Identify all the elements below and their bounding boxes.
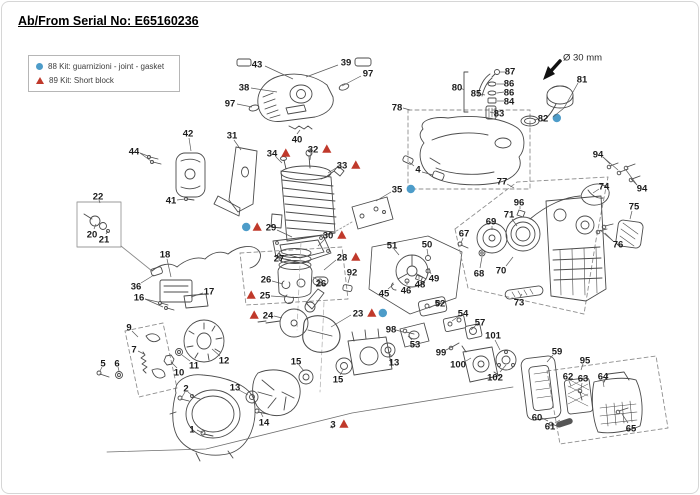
svg-text:21: 21 [98,234,110,246]
svg-text:99: 99 [435,347,447,359]
part-label-87 [500,66,515,77]
part-label-11 [182,355,200,371]
air-filter-group [520,355,668,444]
part-label-38 [239,82,277,93]
svg-text:31: 31 [226,130,238,142]
svg-text:84: 84 [503,96,515,108]
part-label-15 [291,356,304,371]
svg-text:78: 78 [391,102,403,114]
part-label-18 [160,249,171,277]
part-label-75 [629,201,640,219]
gasket-kit-dot [379,309,387,317]
part-label-6 [114,358,119,371]
svg-text:49: 49 [428,273,440,285]
short-block-kit-triangle [247,290,256,298]
page-title: Ab/From Serial No: E65160236 [18,14,199,28]
svg-text:43: 43 [251,59,263,71]
part-label-94 [593,149,618,170]
svg-text:57: 57 [474,317,486,329]
svg-text:54: 54 [457,308,469,320]
part-label-52 [429,298,445,309]
clutch-assembly [369,236,462,314]
part-label-33 [328,160,360,173]
part-label-4 [409,162,433,175]
part-label-51 [387,240,399,255]
part-label-73 [514,294,525,308]
part-label-45 [379,284,394,299]
part-label-10 [171,362,184,378]
svg-text:34: 34 [266,148,278,160]
part-label-22 [93,191,104,203]
svg-text:13: 13 [388,357,400,369]
svg-text:81: 81 [576,74,588,86]
part-label-7 [131,344,144,355]
short-block-kit-triangle [322,144,331,152]
svg-text:64: 64 [597,371,609,383]
part-label-14 [259,413,270,428]
part-label-101 [485,330,502,350]
svg-text:69: 69 [485,216,497,228]
svg-text:9: 9 [126,322,132,334]
svg-text:23: 23 [352,308,364,320]
svg-text:29: 29 [265,222,277,234]
part-label-16 [134,292,163,307]
svg-text:65: 65 [625,423,637,435]
svg-text:96: 96 [513,197,525,209]
svg-text:94: 94 [636,183,648,195]
svg-text:70: 70 [495,265,507,277]
svg-text:10: 10 [173,367,185,379]
svg-text:1: 1 [189,424,195,436]
svg-text:86: 86 [503,87,515,99]
svg-text:6: 6 [114,358,120,370]
svg-text:52: 52 [434,298,446,310]
svg-text:63: 63 [577,373,589,385]
svg-text:11: 11 [188,360,200,372]
svg-text:25: 25 [259,290,271,302]
part-label-50 [422,239,433,255]
svg-text:95: 95 [579,355,591,367]
svg-text:101: 101 [485,330,501,342]
part-label-96 [514,197,525,209]
part-label-41 [166,195,185,206]
svg-text:97: 97 [224,98,236,110]
part-label-39 [306,57,351,77]
part-label-71 [504,209,517,226]
svg-text:12: 12 [218,355,230,367]
part-label-78 [392,102,410,113]
part-label-54 [452,308,469,321]
svg-text:35: 35 [391,184,403,196]
svg-text:60: 60 [531,412,543,424]
svg-text:97: 97 [362,68,374,80]
svg-text:39: 39 [340,57,352,69]
svg-text:44: 44 [128,146,140,158]
svg-text:82: 82 [537,113,549,125]
part-label-34 [267,148,291,163]
svg-text:50: 50 [421,239,433,251]
part-label-82 [534,113,561,124]
part-label-77 [497,176,514,188]
part-label-30 [318,230,346,246]
svg-text:18: 18 [159,249,171,261]
svg-text:24: 24 [262,310,274,322]
part-label-64 [598,371,609,387]
cylinder [271,150,393,263]
part-label-24 [250,310,282,321]
svg-text:16: 16 [133,292,145,304]
diameter-annotation: Ø 30 mm [563,52,603,64]
part-label-70 [496,257,513,276]
part-label-100 [450,358,471,370]
part-label-44 [129,146,151,161]
short-block-kit-triangle [253,222,262,230]
part-label-12 [212,349,229,366]
part-label-5 [100,358,106,371]
svg-text:15: 15 [332,374,344,386]
part-label-23 [331,308,387,327]
svg-text:46: 46 [400,285,412,297]
svg-text:14: 14 [258,417,270,429]
svg-text:80: 80 [451,82,463,94]
svg-text:75: 75 [628,201,640,213]
part-label-15 [333,370,344,385]
part-label-43 [252,59,293,79]
svg-text:85: 85 [470,88,482,100]
svg-text:38: 38 [238,82,250,94]
gasket-kit-dot [553,114,561,122]
svg-text:22: 22 [92,191,104,203]
part-label-40 [292,130,303,145]
part-label-84 [497,96,515,107]
svg-text:36: 36 [130,281,142,293]
part-label-31 [227,130,241,150]
svg-text:92: 92 [346,267,358,279]
part-label-36 [131,275,154,292]
svg-text:94: 94 [592,149,604,161]
part-label-13 [389,353,400,368]
part-label-68 [474,257,485,279]
svg-text:71: 71 [503,209,515,221]
svg-text:83: 83 [493,108,505,120]
legend-label-short-block: 89 Kit: Short block [49,76,114,85]
part-labels [87,52,648,435]
part-label-26 [313,277,326,289]
part-label-21 [99,231,110,245]
part-label-57 [471,317,485,330]
short-block-kit-triangle [367,308,376,316]
part-label-95 [580,355,591,370]
svg-text:13: 13 [229,382,241,394]
gasket-kit-dot [242,223,250,231]
legend-label-gasket: 88 Kit: guarnizioni - joint - gasket [48,62,165,71]
svg-text:30: 30 [322,230,334,242]
short-block-kit-triangle [337,230,346,238]
svg-text:45: 45 [378,288,390,300]
part-label-97 [342,68,373,86]
svg-text:100: 100 [450,359,466,371]
svg-text:26: 26 [315,278,327,290]
muffler-assembly [148,147,258,216]
svg-text:102: 102 [487,372,503,384]
part-label-3 [330,419,349,430]
short-block-kit-triangle [351,160,360,168]
part-label-29 [242,222,292,237]
svg-text:68: 68 [473,268,485,280]
svg-text:2: 2 [183,383,189,395]
svg-text:87: 87 [504,66,516,78]
svg-text:76: 76 [612,239,624,251]
svg-text:41: 41 [165,195,177,207]
svg-text:61: 61 [544,421,556,433]
svg-text:53: 53 [409,339,421,351]
part-label-97 [225,98,252,109]
svg-text:62: 62 [562,371,574,383]
svg-text:28: 28 [336,252,348,264]
svg-text:15: 15 [290,356,302,368]
part-label-74 [593,181,610,193]
svg-text:48: 48 [414,279,426,291]
part-label-80 [452,82,464,93]
part-label-17 [191,286,214,297]
svg-text:17: 17 [203,286,215,298]
svg-text:40: 40 [291,134,303,146]
part-label-69 [486,216,497,230]
svg-text:59: 59 [551,346,563,358]
svg-text:20: 20 [86,229,98,241]
part-label-2 [182,383,193,397]
gasket-kit-dot [407,185,415,193]
svg-text:5: 5 [100,358,106,370]
svg-text:77: 77 [496,176,508,188]
svg-text:42: 42 [182,128,194,140]
svg-text:7: 7 [131,344,137,356]
short-block-kit-triangle [339,419,348,427]
svg-text:3: 3 [330,419,336,431]
part-label-94 [626,170,648,194]
svg-text:32: 32 [307,144,319,156]
svg-text:26: 26 [260,274,272,286]
short-block-kit-triangle [250,310,259,318]
part-label-26 [261,274,283,285]
svg-text:51: 51 [386,240,398,252]
part-label-53 [408,336,420,350]
svg-text:86: 86 [503,78,515,90]
part-label-42 [183,128,194,151]
short-block-kit-triangle [351,252,360,260]
svg-text:33: 33 [336,160,348,172]
part-label-81 [553,74,588,117]
part-label-32 [308,144,332,160]
svg-text:73: 73 [513,297,525,309]
svg-text:98: 98 [385,324,397,336]
part-label-20 [87,224,98,240]
part-label-67 [459,228,470,243]
svg-text:4: 4 [415,164,421,176]
svg-text:27: 27 [273,253,285,265]
short-block-kit-triangle [281,148,290,156]
svg-text:67: 67 [458,228,470,240]
part-label-92 [347,267,358,283]
svg-text:74: 74 [598,181,610,193]
